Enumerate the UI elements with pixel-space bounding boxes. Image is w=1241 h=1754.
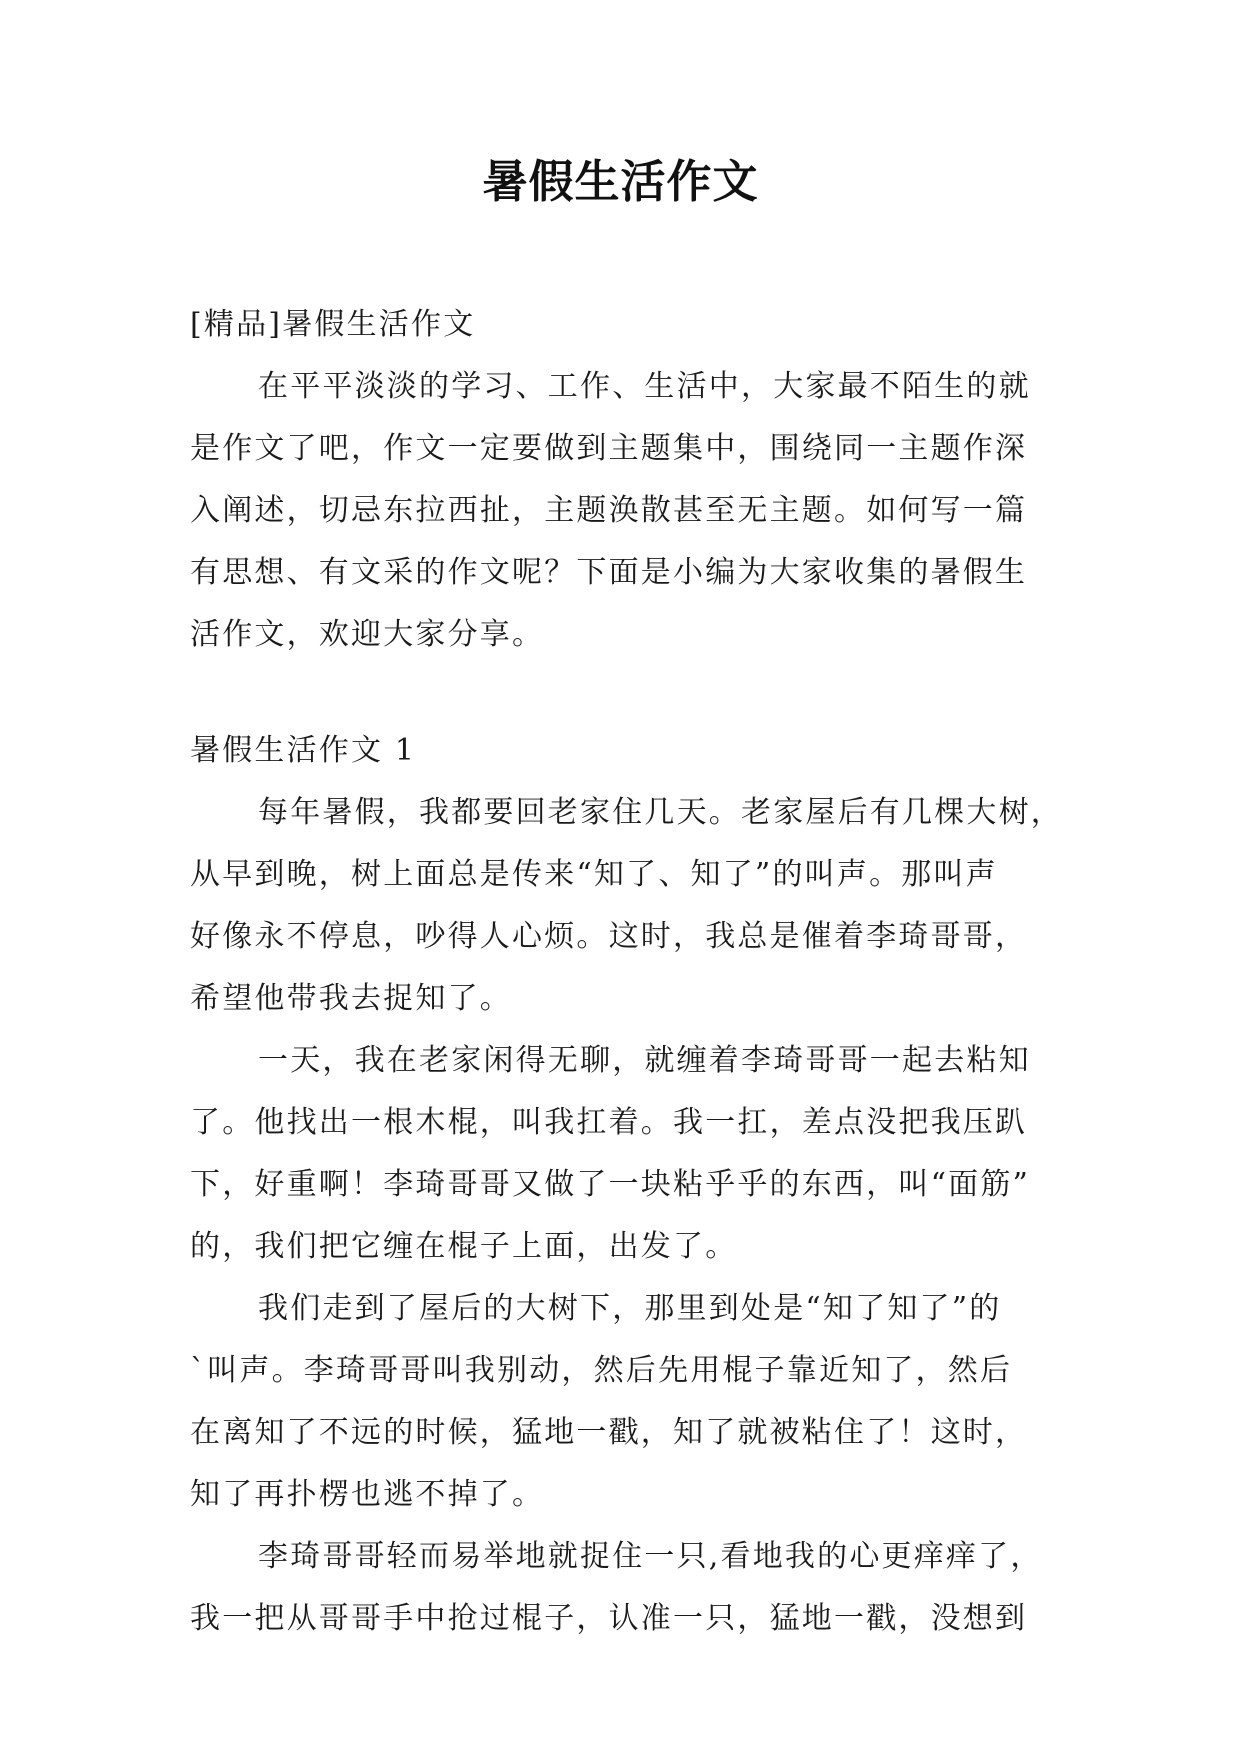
paragraph-line: 在离知了不远的时候，猛地一戳，知了就被粘住了！这时， — [190, 1415, 1028, 1450]
paragraph-line: 一天，我在老家闲得无聊，就缠着李琦哥哥一起去粘知 — [258, 1043, 1031, 1078]
body-paragraph — [190, 1526, 1070, 1650]
body-paragraph — [190, 782, 1070, 1030]
body-paragraph — [190, 1030, 1070, 1278]
paragraph-line: 我们走到了屋后的大树下，那里到处是“知了知了”的 — [258, 1291, 1002, 1326]
document-title: 暑假生活作文 — [482, 155, 759, 208]
body-paragraph — [190, 1278, 1070, 1526]
paragraph-line: 活作文，欢迎大家分享。 — [190, 617, 545, 652]
paragraph-line: 入阐述，切忌东拉西扯，主题涣散甚至无主题。如何写一篇 — [190, 493, 1028, 528]
paragraph-line: 知了再扑楞也逃不掉了。 — [190, 1477, 545, 1512]
paragraph-line: 李琦哥哥轻而易举地就捉住一只,看地我的心更痒痒了， — [258, 1539, 1043, 1574]
paragraph-line: 了。他找出一根木棍，叫我扛着。我一扛，差点没把我压趴 — [190, 1105, 1028, 1140]
paragraph-line: `叫声。李琦哥哥叫我别动，然后先用棍子靠近知了，然后 — [190, 1353, 1013, 1388]
paragraph-line: 下，好重啊！李琦哥哥又做了一块粘乎乎的东西，叫“面筋” — [190, 1167, 1031, 1202]
paragraph-line: 希望他带我去捉知了。 — [190, 981, 512, 1016]
intro-paragraph — [190, 356, 1070, 666]
paragraph-line: 从早到晚，树上面总是传来“知了、知了”的叫声。那叫声 — [190, 857, 998, 892]
section-spacer — [190, 666, 1070, 720]
paragraph-line: 好像永不停息，吵得人心烦。这时，我总是催着李琦哥哥， — [190, 919, 1028, 954]
paragraph-line: 的，我们把它缠在棍子上面，出发了。 — [190, 1229, 738, 1264]
paragraph-line: 是作文了吧，作文一定要做到主题集中，围绕同一主题作深 — [190, 431, 1028, 466]
paragraph-line: 有思想、有文采的作文呢？下面是小编为大家收集的暑假生 — [190, 555, 1028, 590]
intro-heading: [精品]暑假生活作文 — [190, 307, 476, 342]
section-heading: 暑假生活作文 1 — [190, 733, 417, 768]
paragraph-line: 在平平淡淡的学习、工作、生活中，大家最不陌生的就 — [258, 369, 1031, 404]
paragraph-line: 每年暑假，我都要回老家住几天。老家屋后有几棵大树， — [258, 795, 1063, 830]
paragraph-line: 我一把从哥哥手中抢过棍子，认准一只，猛地一戳，没想到 — [190, 1601, 1028, 1636]
document-body — [190, 294, 1070, 1650]
